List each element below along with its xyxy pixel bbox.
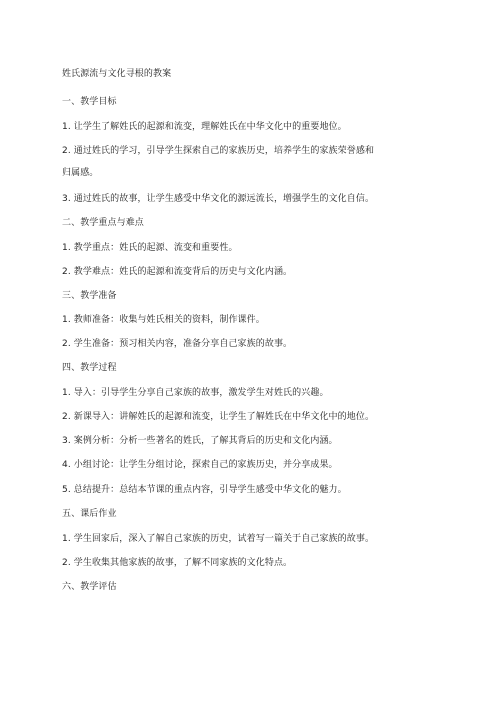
paragraph-line: 3. 通过姓氏的故事，让学生感受中华文化的源远流长，增强学生的文化自信。 [62, 194, 375, 204]
paragraph-line: 2. 新课导入：讲解姓氏的起源和流变，让学生了解姓氏在中华文化中的地位。 [62, 412, 375, 422]
section-heading-homework: 五、课后作业 [62, 509, 117, 519]
paragraph-line: 2. 学生收集其他家族的故事，了解不同家族的文化特点。 [62, 558, 293, 568]
paragraph-line: 1. 教学重点：姓氏的起源、流变和重要性。 [62, 243, 238, 253]
paragraph-line: 2. 教学难点：姓氏的起源和流变背后的历史与文化内涵。 [62, 267, 293, 277]
document-title: 姓氏源流与文化寻根的教案 [62, 69, 172, 79]
section-heading-evaluation: 六、教学评估 [62, 582, 117, 592]
paragraph-line: 3. 案例分析：分析一些著名的姓氏，了解其背后的历史和文化内涵。 [62, 436, 338, 446]
paragraph-line: 1. 让学生了解姓氏的起源和流变，理解姓氏在中华文化中的重要地位。 [62, 122, 347, 132]
paragraph-line: 1. 学生回家后，深入了解自己家族的历史，试着写一篇关于自己家族的故事。 [62, 534, 375, 544]
section-heading-focus: 二、教学重点与难点 [62, 218, 144, 228]
paragraph-line: 4. 小组讨论：让学生分组讨论，探索自己的家族历史，并分享成果。 [62, 460, 338, 470]
section-heading-process: 四、教学过程 [62, 363, 117, 373]
paragraph-line: 1. 导入：引导学生分享自己家族的故事，激发学生对姓氏的兴趣。 [62, 388, 329, 398]
paragraph-line: 2. 通过姓氏的学习，引导学生探索自己的家族历史，培养学生的家族荣誉感和 [62, 146, 375, 156]
section-heading-objectives: 一、教学目标 [62, 97, 117, 107]
section-heading-preparation: 三、教学准备 [62, 291, 117, 301]
paragraph-line: 2. 学生准备：预习相关内容，准备分享自己家族的故事。 [62, 339, 293, 349]
paragraph-line: 5. 总结提升：总结本节课的重点内容，引导学生感受中华文化的魅力。 [62, 485, 347, 495]
paragraph-line: 1. 教师准备：收集与姓氏相关的资料，制作课件。 [62, 315, 265, 325]
paragraph-line: 归属感。 [62, 168, 99, 178]
